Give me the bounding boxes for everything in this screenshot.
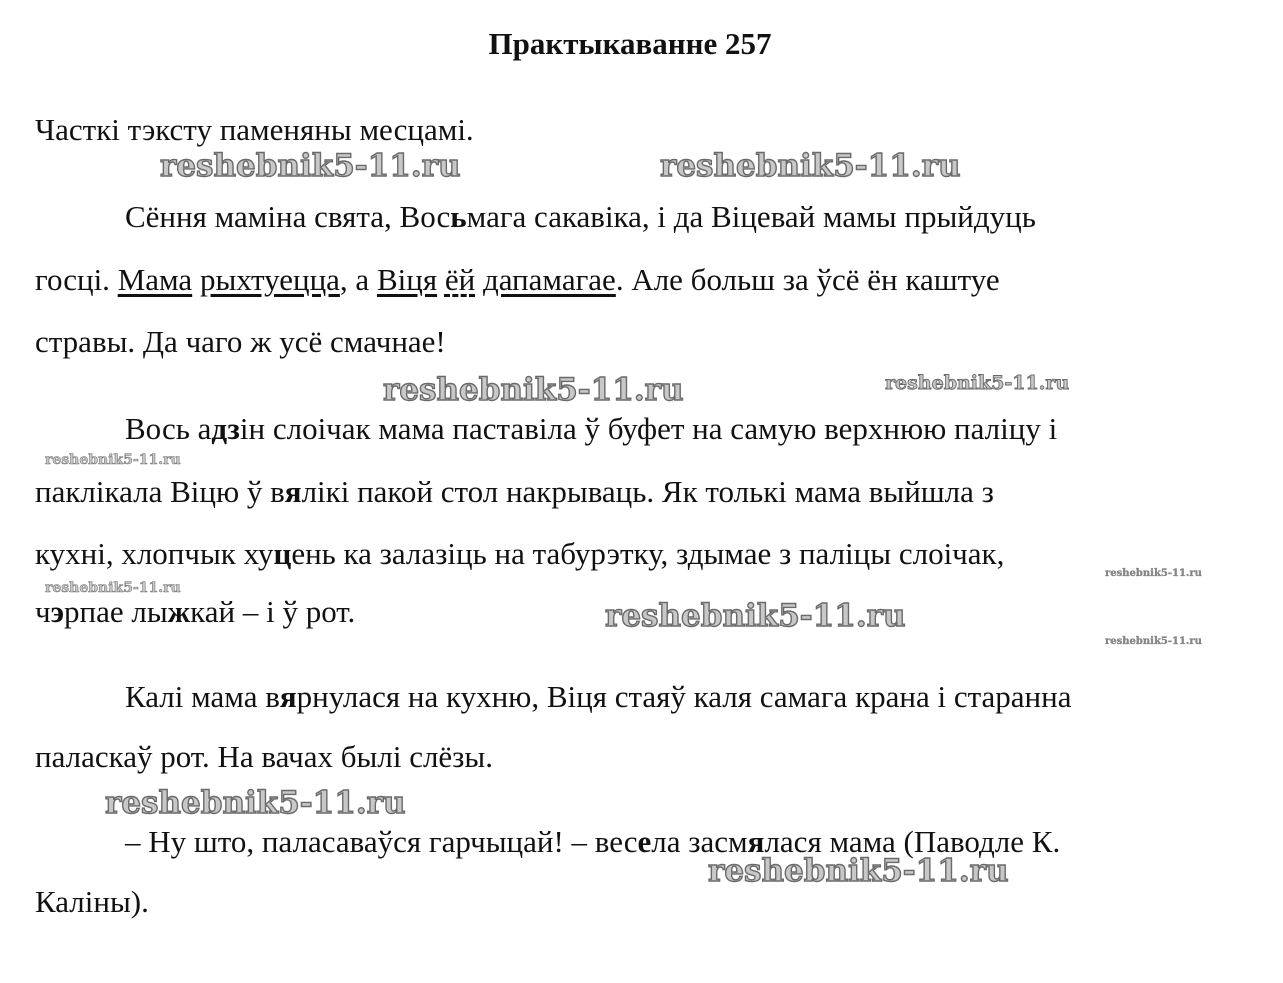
para3-line2: паласкаў рот. На вачах былі слёзы. — [35, 739, 494, 774]
para4-line2: Каліны). — [35, 884, 149, 919]
watermark: reshebnik5-11.ru — [605, 598, 906, 634]
watermark: reshebnik5-11.ru — [885, 372, 1070, 394]
watermark: reshebnik5-11.ru — [45, 452, 181, 468]
watermark: reshebnik5-11.ru — [660, 148, 961, 184]
para4-line1: – Ну што, паласаваўся гарчыцай! – весела засмялася мама (Паводле К. — [125, 824, 1061, 859]
para1-line3: стравы. Да чаго ж усё смачнае! — [35, 324, 446, 359]
object-yoi: ёй — [444, 262, 476, 297]
para2-line4: чэрпае лыжкай – і ў рот. — [35, 594, 356, 629]
watermark: reshebnik5-11.ru — [383, 372, 684, 408]
watermark: reshebnik5-11.ru — [45, 580, 181, 596]
watermark: reshebnik5-11.ru — [105, 785, 406, 821]
intro-text: Часткі тэксту паменяны месцамі. — [35, 112, 474, 147]
subject-vitsia: Віця — [376, 262, 438, 297]
watermark: reshebnik5-11.ru — [160, 148, 461, 184]
para2-line1: Вось адзін слоічак мама паставіла ў буфет на самую верхнюю паліцу і — [125, 411, 1058, 446]
subject-mama: Мама — [117, 262, 193, 297]
predicate-dapamagae: дапамагае — [482, 262, 616, 297]
para1-line1: Сёння маміна свята, Восьмага сакавіка, і да Віцевай мамы прыйдуць — [125, 199, 1036, 234]
para2-line3: кухні, хлопчык хуцень ка залазіць на табурэтку, здымае з паліцы слоічак, — [35, 536, 1005, 571]
para2-line2: паклікала Віцю ў вялікі пакой стол накрываць. Як толькі мама выйшла з — [35, 474, 994, 509]
predicate-rykhtuetstsa: рыхтуецца — [199, 262, 340, 297]
page-title: Практыкаванне 257 — [488, 26, 772, 61]
para1-line2: госці. Мама рыхтуецца, а Віця ёй дапамагае. Але больш за ўсё ён каштуе — [35, 262, 1000, 297]
watermark: reshebnik5-11.ru — [1105, 636, 1202, 647]
watermark: reshebnik5-11.ru — [1105, 568, 1202, 579]
para3-line1: Калі мама вярнулася на кухню, Віця стаяў каля самага крана і старанна — [125, 679, 1072, 714]
watermark: reshebnik5-11.ru — [708, 853, 1009, 889]
